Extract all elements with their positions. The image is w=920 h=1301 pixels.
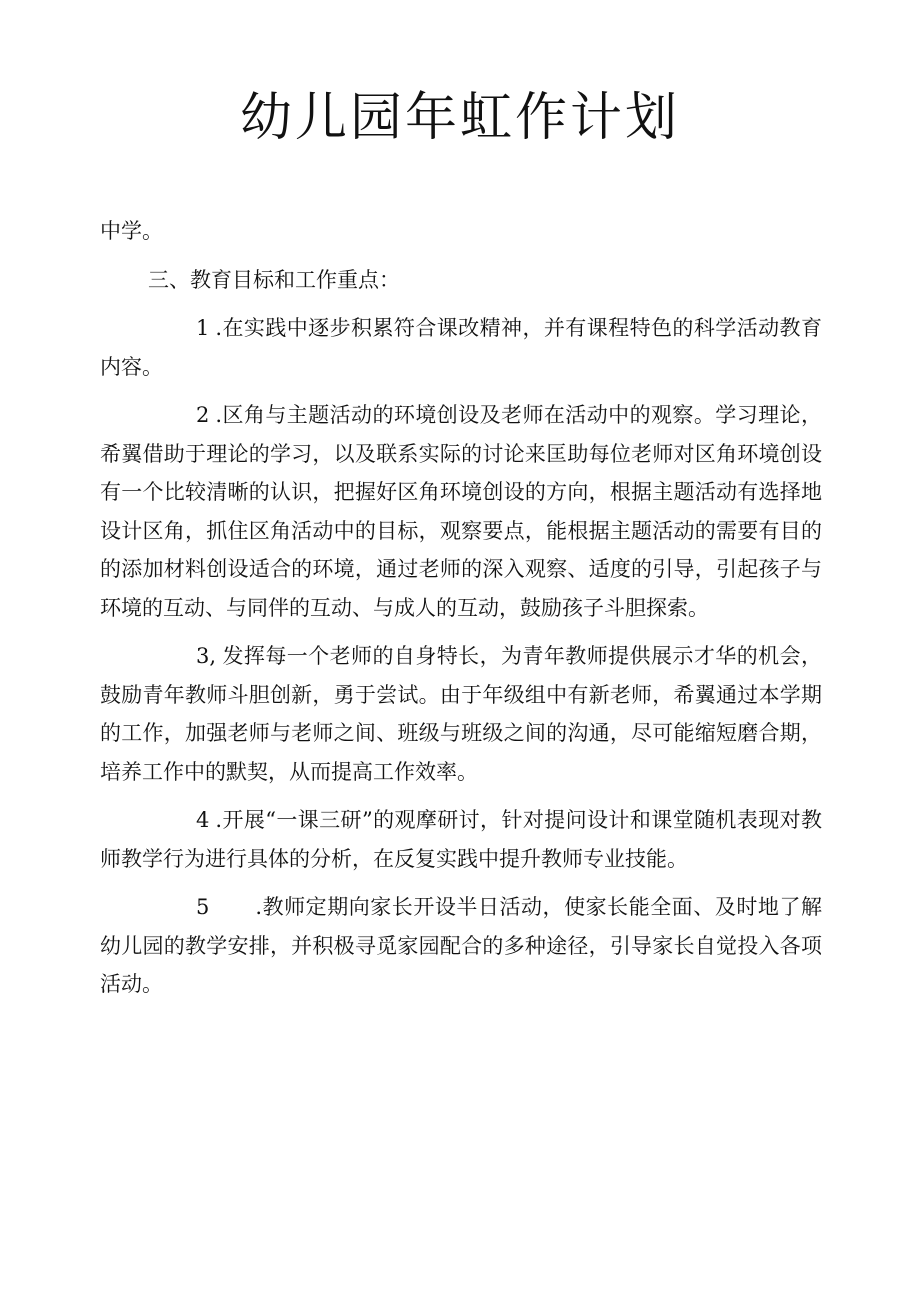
paragraph-text: 三、教育目标和工作重点： xyxy=(148,267,400,292)
list-item-5 xyxy=(100,888,822,1004)
document-body xyxy=(100,212,822,1014)
list-item-3 xyxy=(100,637,822,791)
paragraph-text: .教师定期向家长开设半日活动，使家长能全面、及时地了解幼儿园的教学安排，并积极寻觅家园配合的多种途径，引导家长自觉投入各项活动。 xyxy=(100,895,822,996)
paragraph-text: 发挥每一个老师的自身特长，为青年教师提供展示才华的机会，鼓励青年教师斗胆创新，勇于尝试。由于年级组中有新老师，希翼通过本学期的工作，加强老师与老师之间、班级与班级之间的沟通，尽可能缩短磨合期，培养工作中的默契，从而提高工作效率。 xyxy=(100,644,822,784)
paragraph-text: 中学。 xyxy=(100,219,163,243)
list-item-1 xyxy=(100,309,822,386)
section-heading xyxy=(100,261,822,300)
item-number: 5 xyxy=(196,895,210,919)
list-item-2 xyxy=(100,396,822,627)
paragraph-text: .在实践中逐步积累符合课改精神，并有课程特色的科学活动教育内容。 xyxy=(100,316,822,379)
document-title: 幼儿园年虹作计划 xyxy=(239,88,680,148)
paragraph-continuation xyxy=(100,212,822,251)
list-item-4 xyxy=(100,801,822,878)
item-number: 2 xyxy=(196,403,210,427)
item-number: 3, xyxy=(196,644,217,668)
paragraph-text: .开展“一课三研”的观摩研讨，针对提问设计和课堂随机表现对教师教学行为进行具体的分析，在反复实践中提升教师专业技能。 xyxy=(100,808,822,871)
item-number: 1 xyxy=(196,316,210,340)
item-number: 4 xyxy=(196,808,210,832)
paragraph-text: .区角与主题活动的环境创设及老师在活动中的观察。学习理论，希翼借助于理论的学习，以及联系实际的讨论来匡助每位老师对区角环境创设有一个比较清晰的认识，把握好区角环境创设的方向，根据主题活动有选择地设计区角，抓住区角活动中的目标，观察要点，能根据主题活动的需要有目的的添加材料创设适合的环境，通过老师的深入观察、适度的引导，引起孩子与环境的互动、与同伴的互动、与成人的互动，鼓励孩子斗胆探索。 xyxy=(100,403,822,620)
